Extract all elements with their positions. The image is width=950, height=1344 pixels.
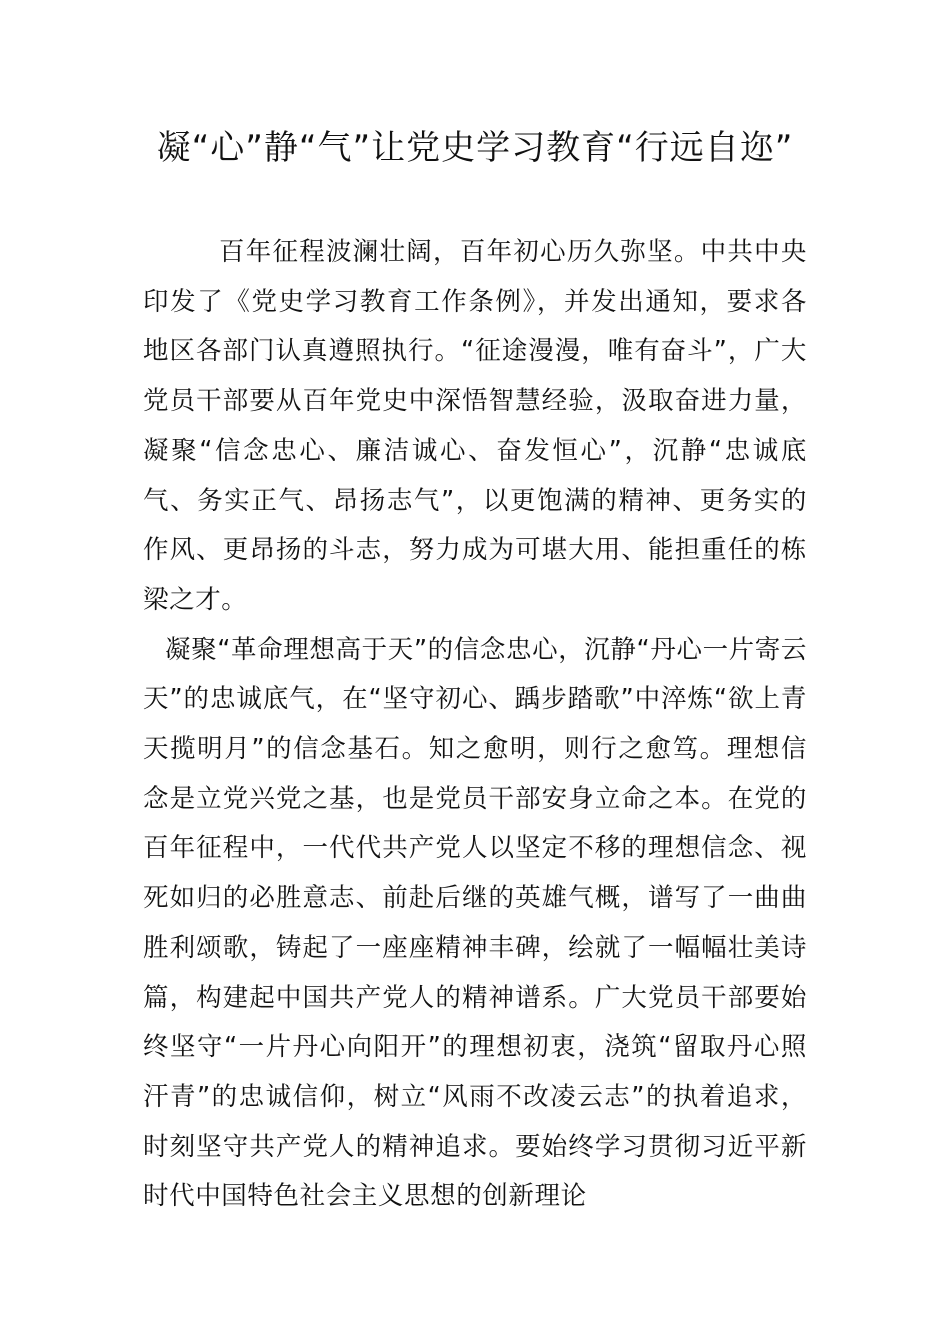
document-body: [143, 228, 807, 1222]
document-title: 凝“心”静“气”让党史学习教育“行远自迩”: [156, 128, 794, 168]
paragraph-belief: 凝聚“革命理想高于天”的信念忠心，沉静“丹心一片寄云天”的忠诚底气，在“坚守初心、踽步踏歌”中淬炼“欲上青天揽明月”的信念基石。知之愈明，则行之愈笃。理想信念是立党兴党之基，也是党员干部安身立命之本。在党的百年征程中，一代代共产党人以坚定不移的理想信念、视死如归的必胜意志、前赴后继的英雄气概，谱写了一曲曲胜利颂歌，铸起了一座座精神丰碑，绘就了一幅幅壮美诗篇，构建起中国共产党人的精神谱系。广大党员干部要始终坚守“一片丹心向阳开”的理想初衷，浇筑“留取丹心照汗青”的忠诚信仰，树立“风雨不改凌云志”的执着追求，时刻坚守共产党人的精神追求。要始终学习贯彻习近平新时代中国特色社会主义思想的创新理论: [143, 634, 807, 1212]
paragraph-intro: 百年征程波澜壮阔，百年初心历久弥坚。中共中央印发了《党史学习教育工作条例》，并发出通知，要求各地区各部门认真遵照执行。“征途漫漫，唯有奋斗”，广大党员干部要从百年党史中深悟智慧经验，汲取奋进力量，凝聚“信念忠心、廉洁诚心、奋发恒心”，沉静“忠诚底气、务实正气、昂扬志气”，以更饱满的精神、更务实的作风、更昂扬的斗志，努力成为可堪大用、能担重任的栋梁之才。: [143, 237, 807, 615]
